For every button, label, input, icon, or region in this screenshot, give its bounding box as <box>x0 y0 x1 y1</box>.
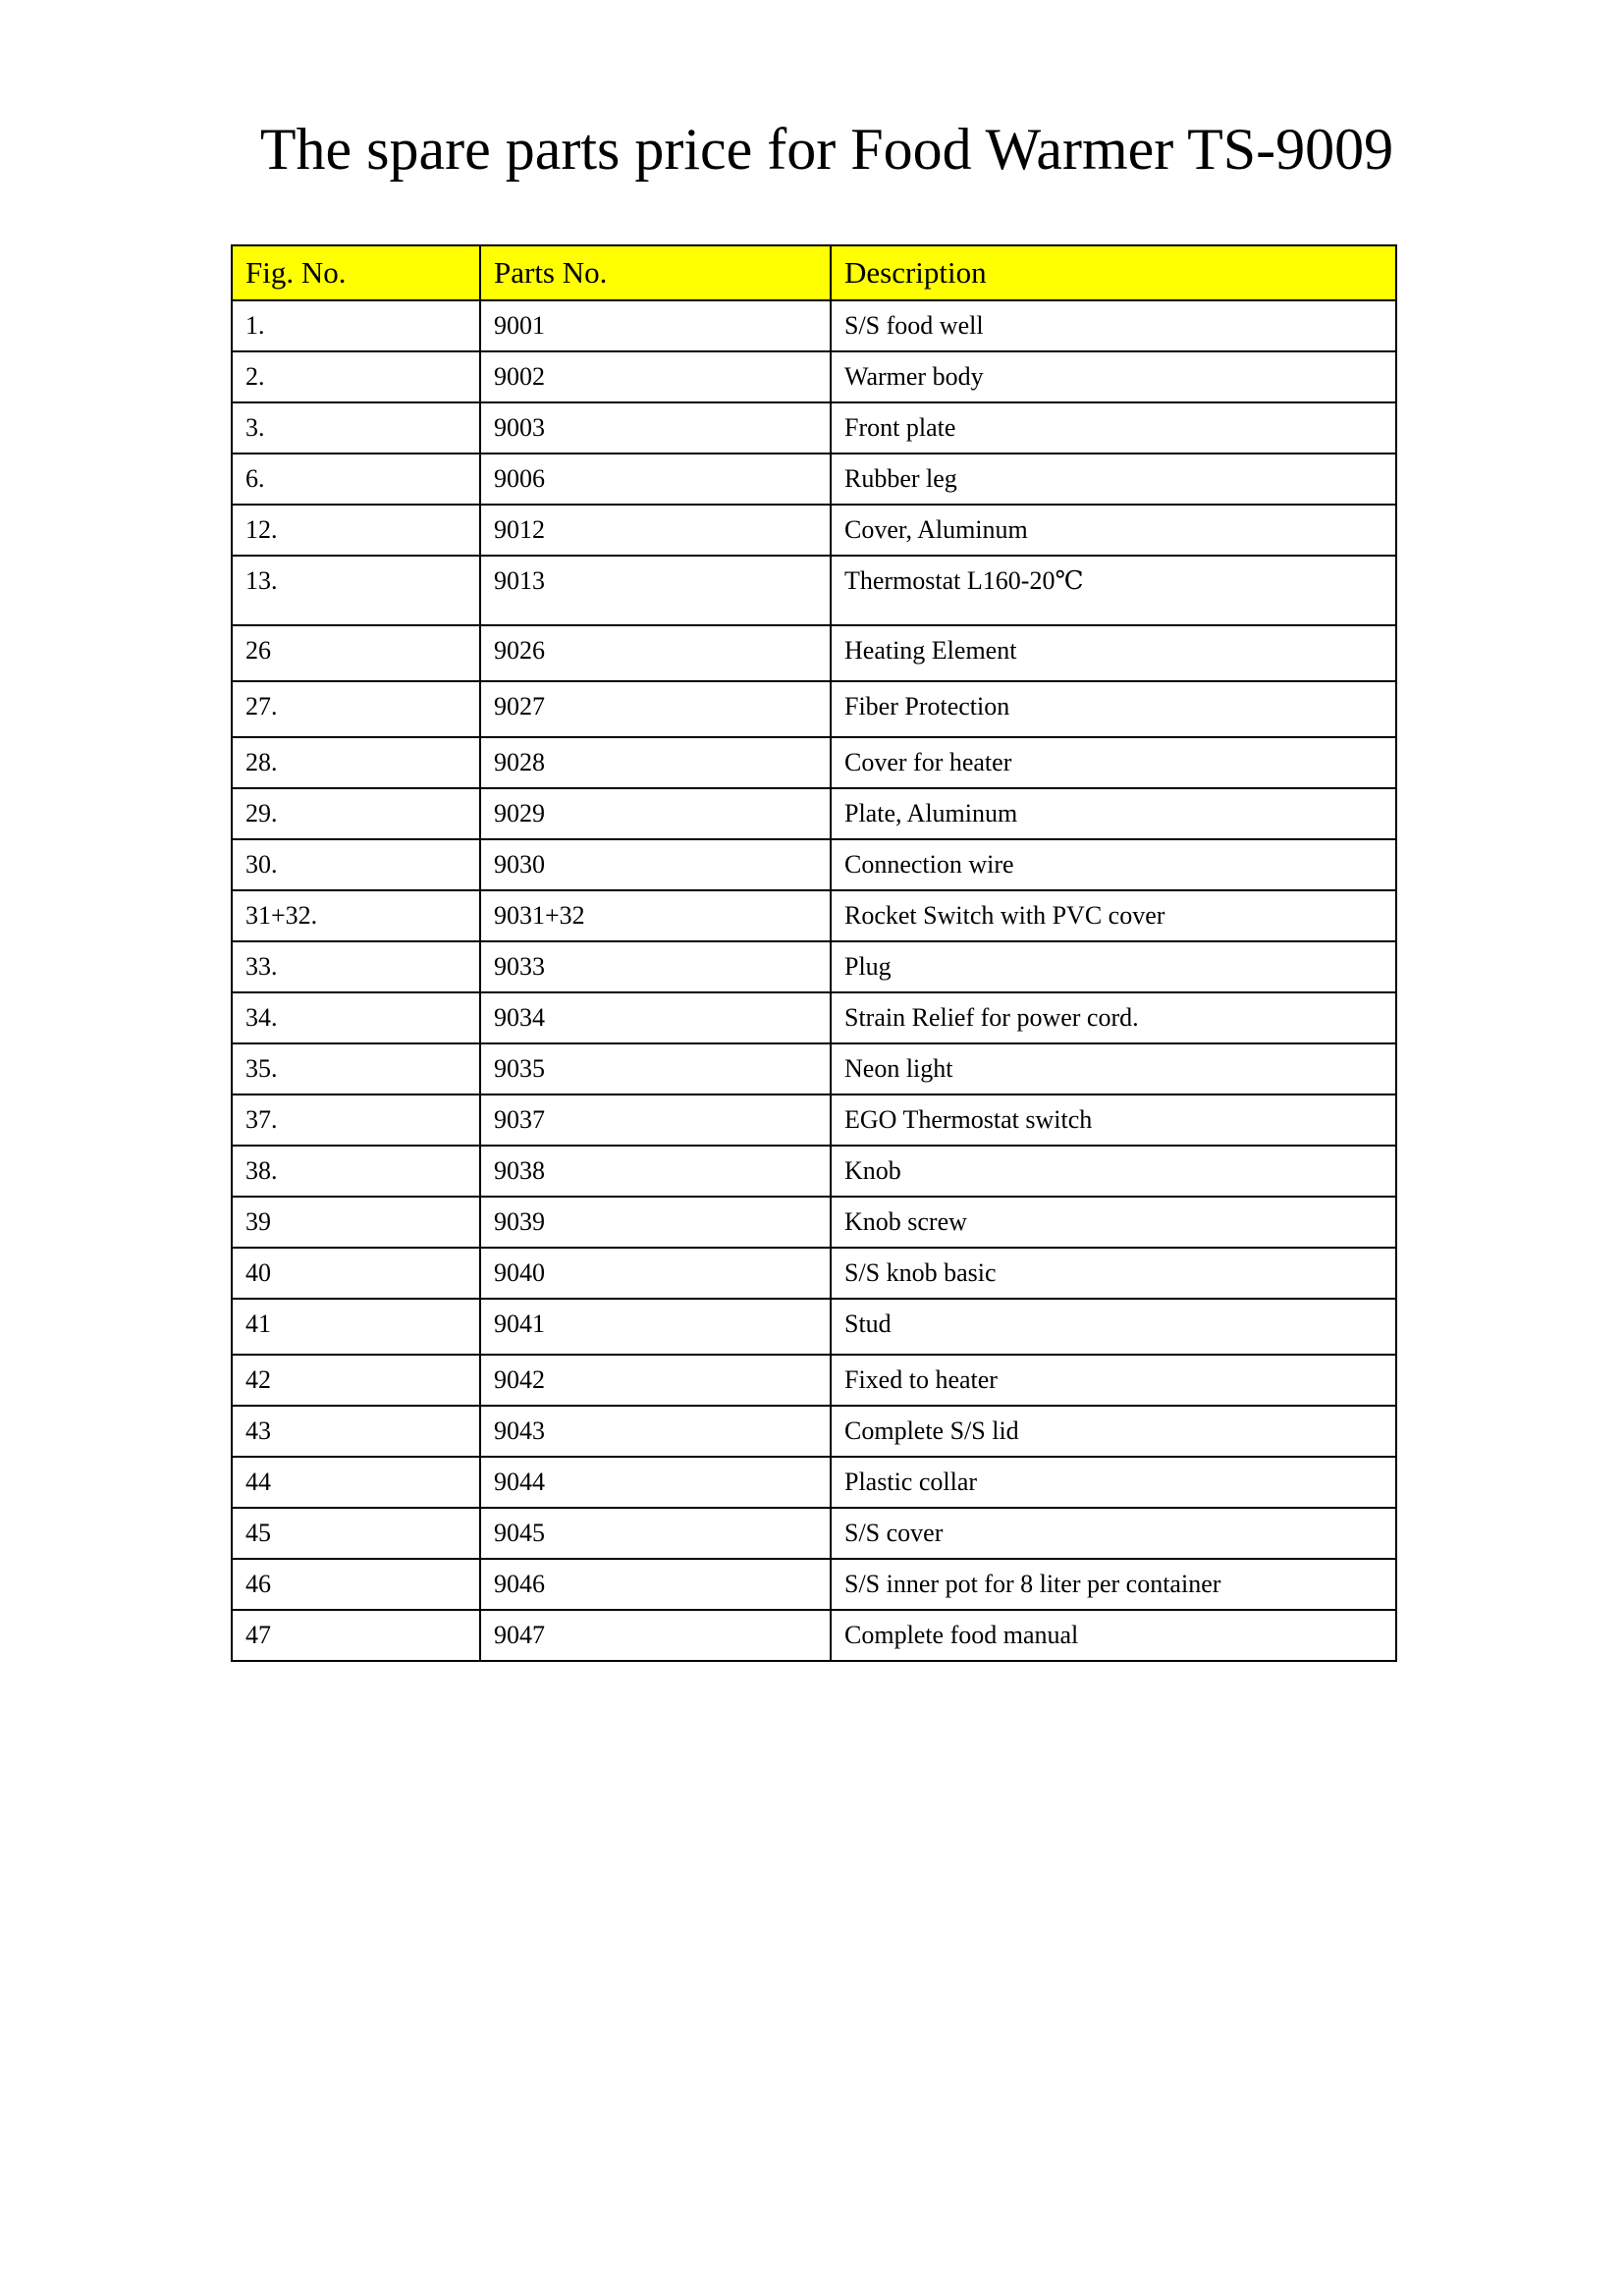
description-cell: S/S cover <box>831 1508 1396 1559</box>
fig-no-cell: 26 <box>232 625 480 681</box>
parts-no-cell: 9001 <box>480 300 831 351</box>
parts-no-cell: 9027 <box>480 681 831 737</box>
parts-no-cell: 9029 <box>480 788 831 839</box>
table-row <box>232 625 1396 681</box>
table-row <box>232 505 1396 556</box>
parts-no-cell: 9006 <box>480 454 831 505</box>
description-cell: Knob <box>831 1146 1396 1197</box>
parts-no-cell: 9045 <box>480 1508 831 1559</box>
description-cell: Rubber leg <box>831 454 1396 505</box>
table-row <box>232 300 1396 351</box>
description-cell: Strain Relief for power cord. <box>831 992 1396 1043</box>
table-row <box>232 1610 1396 1661</box>
table-row <box>232 839 1396 890</box>
description-cell: Front plate <box>831 402 1396 454</box>
fig-no-cell: 1. <box>232 300 480 351</box>
parts-no-cell: 9040 <box>480 1248 831 1299</box>
fig-no-cell: 33. <box>232 941 480 992</box>
parts-no-cell: 9026 <box>480 625 831 681</box>
parts-no-cell: 9038 <box>480 1146 831 1197</box>
fig-no-cell: 3. <box>232 402 480 454</box>
table-row <box>232 1508 1396 1559</box>
parts-no-cell: 9028 <box>480 737 831 788</box>
description-cell: Fixed to heater <box>831 1355 1396 1406</box>
description-cell: Plug <box>831 941 1396 992</box>
spare-parts-table <box>231 244 1397 1662</box>
fig-no-cell: 38. <box>232 1146 480 1197</box>
fig-no-cell: 47 <box>232 1610 480 1661</box>
fig-no-cell: 42 <box>232 1355 480 1406</box>
page-title: The spare parts price for Food Warmer TS-9009 <box>259 117 1394 182</box>
table-row <box>232 1457 1396 1508</box>
parts-no-cell: 9012 <box>480 505 831 556</box>
parts-no-cell: 9043 <box>480 1406 831 1457</box>
fig-no-cell: 45 <box>232 1508 480 1559</box>
fig-no-cell: 37. <box>232 1095 480 1146</box>
table-row <box>232 454 1396 505</box>
table-row <box>232 1197 1396 1248</box>
fig-no-cell: 34. <box>232 992 480 1043</box>
parts-no-cell: 9035 <box>480 1043 831 1095</box>
fig-no-cell: 35. <box>232 1043 480 1095</box>
description-cell: Complete food manual <box>831 1610 1396 1661</box>
description-cell: Complete S/S lid <box>831 1406 1396 1457</box>
table-row <box>232 402 1396 454</box>
fig-no-cell: 44 <box>232 1457 480 1508</box>
description-cell: Cover, Aluminum <box>831 505 1396 556</box>
fig-no-cell: 13. <box>232 556 480 625</box>
table-row <box>232 737 1396 788</box>
fig-no-cell: 28. <box>232 737 480 788</box>
parts-no-cell: 9003 <box>480 402 831 454</box>
fig-no-cell: 12. <box>232 505 480 556</box>
description-cell: S/S knob basic <box>831 1248 1396 1299</box>
fig-no-cell: 29. <box>232 788 480 839</box>
description-cell: Fiber Protection <box>831 681 1396 737</box>
parts-no-cell: 9042 <box>480 1355 831 1406</box>
table-row <box>232 1248 1396 1299</box>
parts-no-cell: 9041 <box>480 1299 831 1355</box>
description-cell: Rocket Switch with PVC cover <box>831 890 1396 941</box>
table-row <box>232 992 1396 1043</box>
description-cell: Stud <box>831 1299 1396 1355</box>
table-row <box>232 351 1396 402</box>
table-header-row <box>232 245 1396 300</box>
fig-no-cell: 2. <box>232 351 480 402</box>
fig-no-cell: 41 <box>232 1299 480 1355</box>
table-row <box>232 1299 1396 1355</box>
parts-no-cell: 9034 <box>480 992 831 1043</box>
table-row <box>232 1559 1396 1610</box>
table-row <box>232 1146 1396 1197</box>
table-row <box>232 941 1396 992</box>
description-cell: Plate, Aluminum <box>831 788 1396 839</box>
fig-no-cell: 40 <box>232 1248 480 1299</box>
description-cell: Warmer body <box>831 351 1396 402</box>
description-cell: Plastic collar <box>831 1457 1396 1508</box>
header-parts-no: Parts No. <box>480 245 831 300</box>
description-cell: Heating Element <box>831 625 1396 681</box>
table-row <box>232 556 1396 625</box>
parts-no-cell: 9047 <box>480 1610 831 1661</box>
fig-no-cell: 27. <box>232 681 480 737</box>
fig-no-cell: 39 <box>232 1197 480 1248</box>
parts-no-cell: 9044 <box>480 1457 831 1508</box>
description-cell: Thermostat L160-20℃ <box>831 556 1396 625</box>
table-row <box>232 890 1396 941</box>
parts-no-cell: 9046 <box>480 1559 831 1610</box>
table-row <box>232 1406 1396 1457</box>
parts-no-cell: 9002 <box>480 351 831 402</box>
description-cell: Connection wire <box>831 839 1396 890</box>
header-fig-no: Fig. No. <box>232 245 480 300</box>
parts-no-cell: 9013 <box>480 556 831 625</box>
table-row <box>232 1355 1396 1406</box>
fig-no-cell: 30. <box>232 839 480 890</box>
description-cell: S/S food well <box>831 300 1396 351</box>
table-row <box>232 788 1396 839</box>
parts-no-cell: 9030 <box>480 839 831 890</box>
parts-no-cell: 9031+32 <box>480 890 831 941</box>
description-cell: Knob screw <box>831 1197 1396 1248</box>
table-row <box>232 681 1396 737</box>
description-cell: S/S inner pot for 8 liter per container <box>831 1559 1396 1610</box>
fig-no-cell: 43 <box>232 1406 480 1457</box>
fig-no-cell: 46 <box>232 1559 480 1610</box>
table-row <box>232 1095 1396 1146</box>
description-cell: Neon light <box>831 1043 1396 1095</box>
parts-no-cell: 9039 <box>480 1197 831 1248</box>
description-cell: EGO Thermostat switch <box>831 1095 1396 1146</box>
parts-no-cell: 9037 <box>480 1095 831 1146</box>
parts-no-cell: 9033 <box>480 941 831 992</box>
fig-no-cell: 6. <box>232 454 480 505</box>
table-row <box>232 1043 1396 1095</box>
header-description: Description <box>831 245 1396 300</box>
fig-no-cell: 31+32. <box>232 890 480 941</box>
description-cell: Cover for heater <box>831 737 1396 788</box>
